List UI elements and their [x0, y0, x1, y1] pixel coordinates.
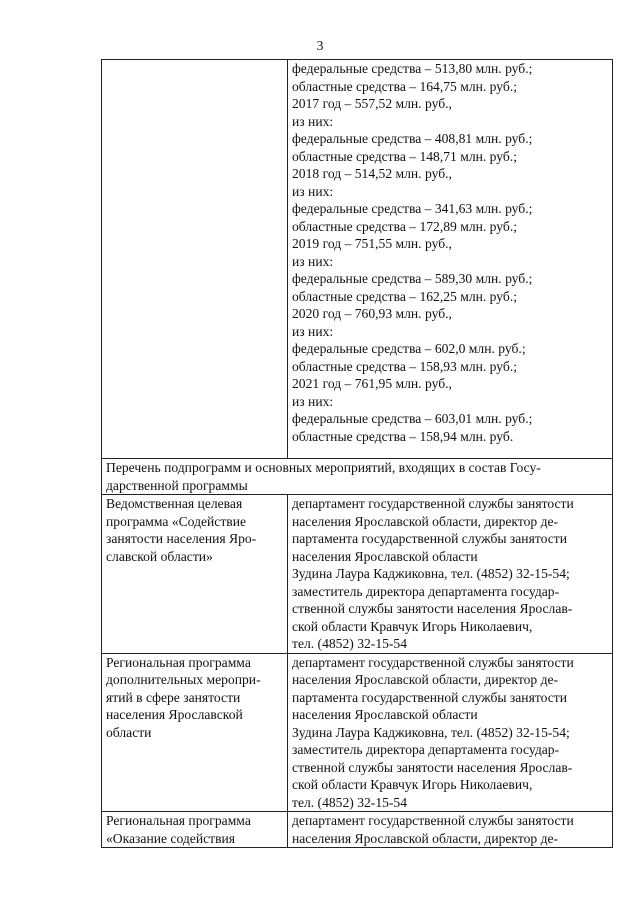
program-name-line: программа «Содействие [106, 513, 247, 529]
responsible-line: населения Ярославской области, директор де- [292, 830, 559, 846]
funding-line: 2020 год – 760,93 млн. руб., [292, 306, 452, 321]
section-heading-line: дарственной программы [106, 477, 248, 493]
responsible-line: департамент государственной службы занятости [292, 813, 574, 828]
funding-line: из них: [292, 183, 334, 199]
responsible-line: тел. (4852) 32-15-54 [292, 636, 408, 651]
funding-line: областные средства – 164,75 млн. руб.; [292, 78, 518, 94]
funding-line: областные средства – 172,89 млн. руб.; [292, 218, 518, 234]
program-name-line: области [106, 724, 152, 740]
funding-line: федеральные средства – 341,63 млн. руб.; [292, 201, 533, 216]
responsible-line: заместитель директора департамента государ- [292, 583, 560, 599]
funding-line: областные средства – 158,94 млн. руб. [292, 428, 514, 444]
program-name-cell [102, 653, 288, 812]
responsible-line: ской области Кравчук Игорь Николаевич, [292, 777, 533, 792]
funding-line: 2021 год – 761,95 млн. руб., [292, 376, 452, 391]
responsible-line: ственной службы занятости населения Ярослав- [292, 759, 573, 775]
responsible-line: ственной службы занятости населения Ярослав- [292, 601, 573, 616]
responsible-line: населения Ярославской области, директор де- [292, 513, 559, 529]
program-name-cell [102, 495, 288, 654]
funding-line: из них: [292, 393, 334, 409]
responsible-line: Зудина Лаура Каджиковна, тел. (4852) 32-15-54; [292, 566, 570, 581]
program-name-line: ятий в сфере занятости [106, 689, 241, 705]
responsible-line: тел. (4852) 32-15-54 [292, 794, 408, 810]
section-heading-line: Перечень подпрограмм и основных мероприятий, входящих в состав Госу- [106, 460, 541, 475]
program-responsible-cell [288, 495, 613, 654]
program-name-line: Региональная программа [106, 654, 251, 670]
responsible-line: заместитель директора департамента государ- [292, 742, 560, 757]
responsible-line: партамента государственной службы занятости [292, 689, 567, 705]
funding-line: 2018 год – 514,52 млн. руб., [292, 166, 452, 181]
funding-row [102, 60, 613, 459]
program-name-line: населения Ярославской [106, 707, 243, 722]
funding-line: федеральные средства – 603,01 млн. руб.; [292, 411, 533, 426]
responsible-line: Зудина Лаура Каджиковна, тел. (4852) 32-15-54; [292, 724, 570, 740]
funding-line: федеральные средства – 408,81 млн. руб.; [292, 131, 533, 146]
funding-label-cell [102, 60, 288, 459]
section-heading-row [102, 459, 613, 495]
funding-line: федеральные средства – 589,30 млн. руб.; [292, 271, 533, 286]
responsible-line: департамент государственной службы занятости [292, 496, 574, 511]
funding-line: федеральные средства – 602,0 млн. руб.; [292, 341, 526, 356]
funding-amounts-cell [288, 60, 613, 459]
responsible-line: населения Ярославской области [292, 548, 478, 564]
funding-line: из них: [292, 113, 334, 129]
section-heading-cell [102, 459, 613, 495]
program-responsible-cell [288, 653, 613, 812]
program-responsible-cell [288, 812, 613, 848]
funding-line: областные средства – 148,71 млн. руб.; [292, 148, 518, 164]
funding-line: областные средства – 158,93 млн. руб.; [292, 358, 518, 374]
responsible-line: населения Ярославской области [292, 707, 478, 722]
program-row [102, 653, 613, 812]
responsible-line: ской области Кравчук Игорь Николаевич, [292, 618, 533, 634]
funding-line: 2017 год – 557,52 млн. руб., [292, 96, 452, 111]
funding-line: из них: [292, 253, 334, 269]
responsible-line: партамента государственной службы занятости [292, 531, 567, 546]
responsible-line: населения Ярославской области, директор де- [292, 672, 559, 687]
program-row [102, 495, 613, 654]
program-name-cell [102, 812, 288, 848]
program-name-line: славской области» [106, 548, 213, 564]
funding-line: областные средства – 162,25 млн. руб.; [292, 288, 518, 304]
page-number: 3 [316, 38, 324, 53]
program-name-line: Региональная программа [106, 813, 251, 828]
funding-line: 2019 год – 751,55 млн. руб., [292, 236, 452, 251]
funding-lines [292, 60, 609, 445]
program-name-line: «Оказание содействия [106, 830, 236, 846]
program-name-line: дополнительных меропри- [106, 672, 261, 687]
funding-line: из них: [292, 323, 334, 339]
funding-line: федеральные средства – 513,80 млн. руб.; [292, 61, 533, 76]
program-name-line: занятости населения Яро- [106, 531, 257, 546]
program-passport-table [101, 59, 613, 848]
responsible-line: департамент государственной службы занятости [292, 654, 574, 670]
program-row [102, 812, 613, 848]
program-name-line: Ведомственная целевая [106, 496, 243, 511]
